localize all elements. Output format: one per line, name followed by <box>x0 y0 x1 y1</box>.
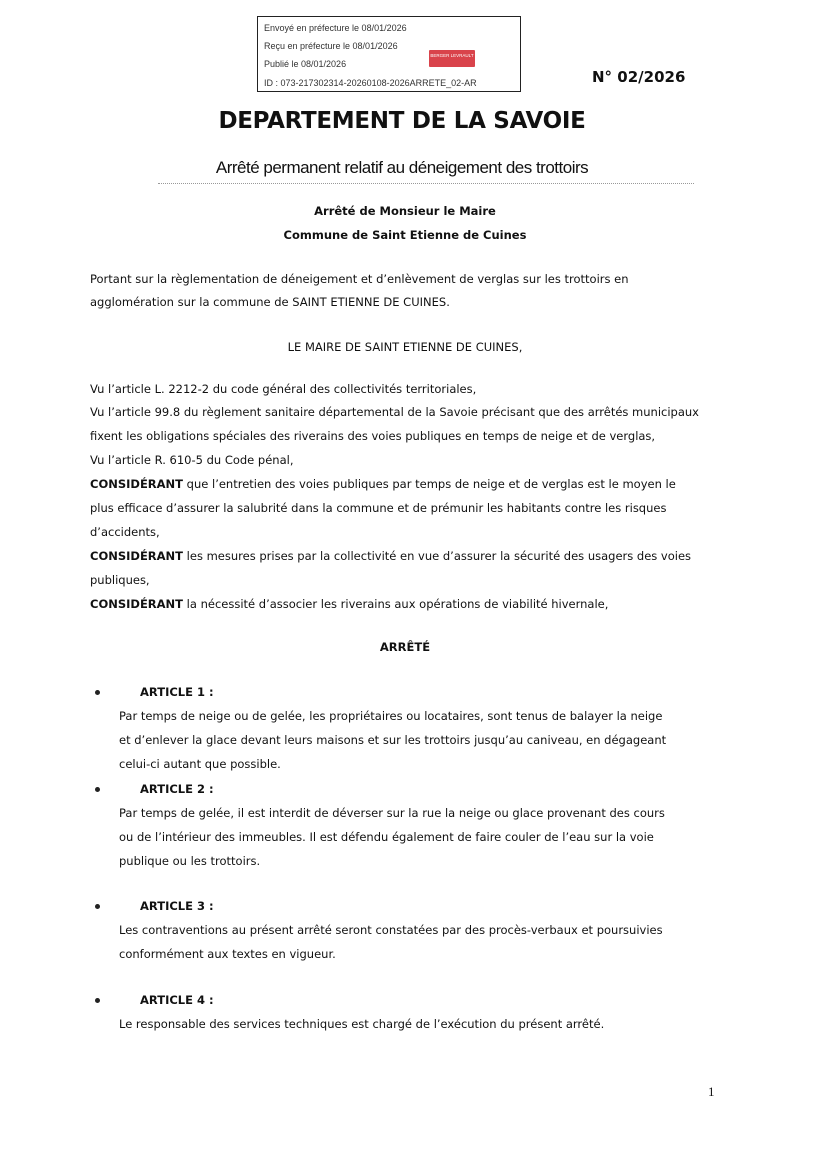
arrete-heading: ARRÊTÉ <box>379 640 431 654</box>
visa-2-line-1: Vu l’article 99.8 du règlement sanitaire départemental de la Savoie précisant que des arrêtés municipaux <box>90 405 699 419</box>
subtitle-divider <box>158 183 694 184</box>
article-3-title: ARTICLE 3 : <box>140 899 214 913</box>
considerant-2-line-2: publiques, <box>90 573 150 587</box>
article-3-line-2: conformément aux textes en vigueur. <box>119 947 336 961</box>
arrete-number: N° 02/2026 <box>592 68 686 86</box>
visa-2-line-2: fixent les obligations spéciales des riverains des voies publiques en temps de neige et de verglas, <box>90 429 656 443</box>
article-1-line-1: Par temps de neige ou de gelée, les propriétaires ou locataires, sont tenus de balayer la neige <box>119 709 663 723</box>
article-4-title: ARTICLE 4 : <box>140 993 214 1007</box>
article-1-line-3: celui-ci autant que possible. <box>119 757 281 771</box>
document-subtitle: Arrêté permanent relatif au déneigement des trottoirs <box>215 158 589 177</box>
stamp-published-date: Publié le 08/01/2026 <box>264 59 347 69</box>
article-2-line-2: ou de l’intérieur des immeubles. Il est défendu également de faire couler de l’eau sur la voie <box>119 830 654 844</box>
article-3-line-1: Les contraventions au présent arrêté seront constatées par des procès-verbaux et poursuivies <box>119 923 663 937</box>
bullet-icon <box>95 787 100 792</box>
issuer-line-1: Arrêté de Monsieur le Maire <box>314 204 496 218</box>
considerant-keyword: CONSIDÉRANT <box>90 549 184 563</box>
purpose-line-1: Portant sur la règlementation de déneigement et d’enlèvement de verglas sur les trottoirs en <box>90 272 629 286</box>
berger-levrault-logo: BERGER LEVRAULT <box>429 50 475 67</box>
issuer-line-2: Commune de Saint Etienne de Cuines <box>283 228 527 242</box>
prefecture-stamp <box>257 16 521 92</box>
bullet-icon <box>95 904 100 909</box>
considerant-keyword: CONSIDÉRANT <box>90 477 184 491</box>
stamp-received-date: Reçu en préfecture le 08/01/2026 <box>264 41 398 51</box>
bullet-icon <box>95 998 100 1003</box>
considerant-1-line-3: d’accidents, <box>90 525 160 539</box>
purpose-line-2: agglomération sur la commune de SAINT ETIENNE DE CUINES. <box>90 295 450 309</box>
visa-1: Vu l’article L. 2212-2 du code général des collectivités territoriales, <box>90 382 477 396</box>
article-1-title: ARTICLE 1 : <box>140 685 214 699</box>
mayor-heading: LE MAIRE DE SAINT ETIENNE DE CUINES, <box>287 340 523 354</box>
considerant-2-line-1: CONSIDÉRANT les mesures prises par la collectivité en vue d’assurer la sécurité des usagers des voies <box>90 549 692 563</box>
article-2-title: ARTICLE 2 : <box>140 782 214 796</box>
department-title: DEPARTEMENT DE LA SAVOIE <box>218 108 586 134</box>
stamp-sent-date: Envoyé en préfecture le 08/01/2026 <box>264 23 407 33</box>
considerant-1-line-1: CONSIDÉRANT que l’entretien des voies publiques par temps de neige et de verglas est le moyen le <box>90 477 676 491</box>
considerant-1-line-2: plus efficace d’assurer la salubrité dans la commune et de prémunir les habitants contre les risques <box>90 501 667 515</box>
stamp-id: ID : 073-217302314-20260108-2026ARRETE_02-AR <box>264 78 477 88</box>
page-number: 1 <box>708 1084 715 1099</box>
article-2-line-3: publique ou les trottoirs. <box>119 854 261 868</box>
article-1-line-2: et d’enlever la glace devant leurs maisons et sur les trottoirs jusqu’au caniveau, en dégageant <box>119 733 667 747</box>
considerant-keyword: CONSIDÉRANT <box>90 597 184 611</box>
considerant-3: CONSIDÉRANT la nécessité d’associer les riverains aux opérations de viabilité hivernale, <box>90 597 609 611</box>
article-4-line-1: Le responsable des services techniques est chargé de l’exécution du présent arrêté. <box>119 1017 605 1031</box>
bullet-icon <box>95 690 100 695</box>
article-2-line-1: Par temps de gelée, il est interdit de déverser sur la rue la neige ou glace provenant des cours <box>119 806 665 820</box>
visa-3: Vu l’article R. 610-5 du Code pénal, <box>90 453 294 467</box>
